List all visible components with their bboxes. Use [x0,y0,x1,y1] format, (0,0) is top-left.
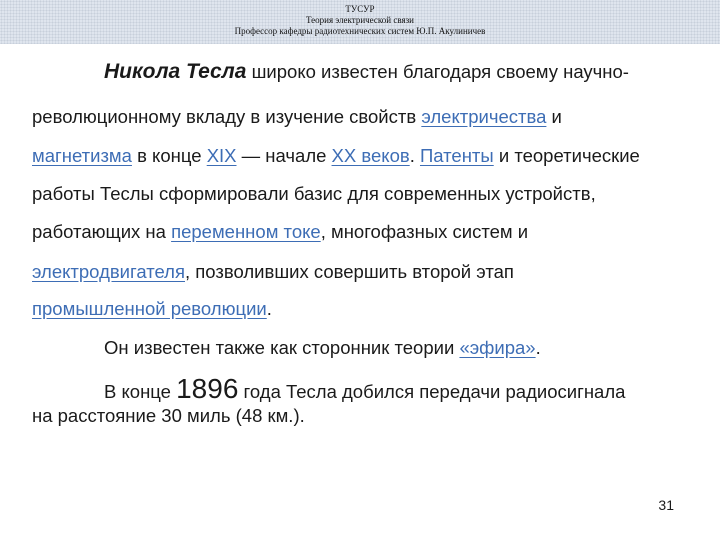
ether-end: . [535,337,541,358]
line3-text-4: и теоретические [493,145,640,166]
distance-text: на расстояние 30 миль (48 км.). [32,405,305,426]
line3-text-1: в конце [131,145,207,166]
text-line-1 [104,60,720,84]
line3-text-2: — начале [236,145,332,166]
line1-text: широко известен благодаря своему научно- [246,61,629,82]
line2-text: революционному вкладу в изучение свойств [32,106,422,127]
link-patents[interactable]: Патенты [419,145,494,166]
text-line-3 [32,145,702,167]
ether-text: Он известен также как сторонник теории [104,337,460,358]
year-1896: 1896 [176,373,239,404]
text-line-6 [32,261,702,283]
line5-text-1: работающих на [32,221,172,242]
text-line-7 [32,298,702,320]
link-industrial-revolution[interactable]: промышленной революции [32,298,267,319]
link-electricity[interactable]: электричества [421,106,547,127]
header-course: Теория электрической связи [305,15,414,25]
line5-text-2: , многофазных систем и [320,221,529,242]
text-line-4 [32,183,702,205]
header-org: ТУСУР [345,4,375,14]
radio-text: года Тесла добился передачи радиосигнала [238,381,626,402]
link-19th-century[interactable]: XIX [206,145,237,166]
link-alternating-current[interactable]: переменном токе [171,221,321,242]
line3-text-3: . [409,145,420,166]
text-line-8 [104,337,720,359]
link-20th-century[interactable]: XX веков [331,145,410,166]
link-magnetism[interactable]: магнетизма [32,145,132,166]
radio-prefix: В конце [104,381,177,402]
header-author: Профессор кафедры радиотехнических систем Ю.П. Акулиничев [234,26,486,36]
link-electric-motor[interactable]: электродвигателя [32,261,185,282]
page-number: 31 [658,497,674,513]
text-line-2 [32,106,702,128]
text-line-9 [104,373,720,405]
line4-text: работы Теслы сформировали базис для современных устройств, [32,183,596,204]
line2-end: и [546,106,562,127]
text-line-10 [32,405,702,427]
line7-text: . [266,298,272,319]
line6-text: , позволивших совершить второй этап [185,261,514,282]
slide-header [0,0,720,44]
link-ether[interactable]: «эфира» [459,337,536,358]
text-line-5 [32,221,702,243]
tesla-name: Никола Тесла [104,60,247,83]
